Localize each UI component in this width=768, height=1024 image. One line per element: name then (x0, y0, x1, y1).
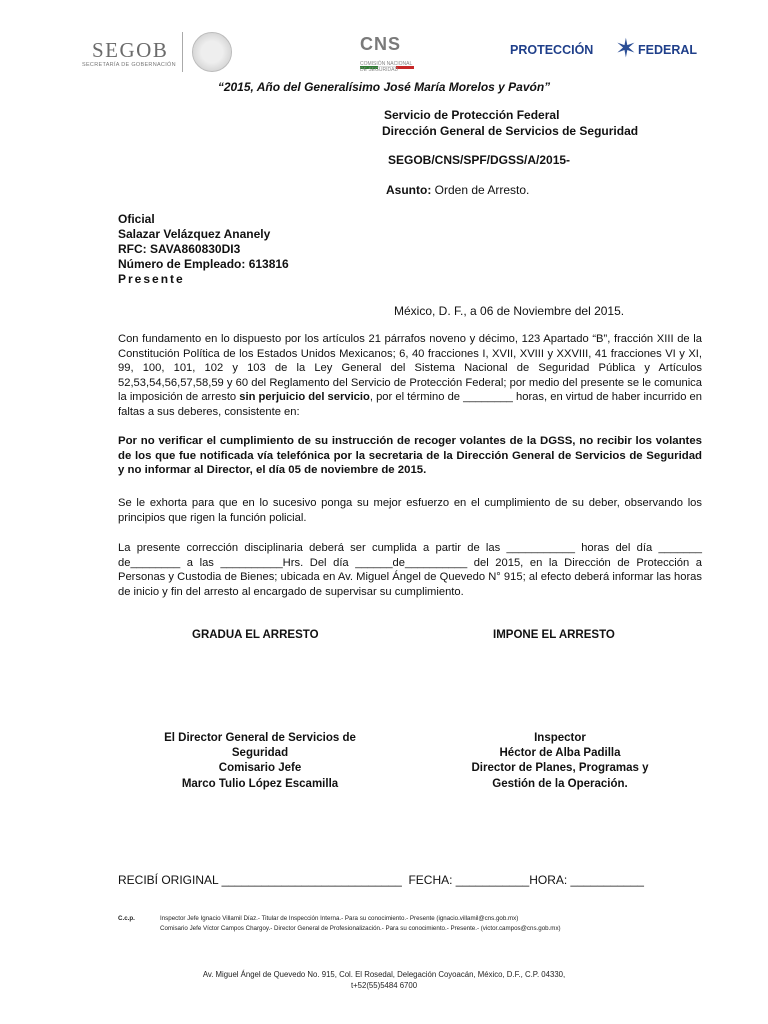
body-paragraph-1 (118, 332, 702, 420)
addressee-presente: Presente (118, 272, 185, 286)
footer-line-1: Av. Miguel Ángel de Quevedo No. 915, Col. El Rosedal, Delegación Coyoacán, México, D.F., C.P. 04330, (202, 970, 566, 979)
star-badge-icon: ✶ (615, 33, 637, 63)
reference-number: SEGOB/CNS/SPF/DGSS/A/2015- (388, 153, 571, 167)
subject (386, 183, 529, 197)
addressee-rank: Oficial (118, 212, 155, 226)
cns-logo (354, 30, 434, 76)
office-line-2: Dirección General de Servicios de Seguridad (382, 124, 639, 138)
impone-title: IMPONE EL ARRESTO (493, 629, 615, 641)
footer-address (0, 969, 768, 991)
cns-logo-text: CNS (360, 34, 402, 54)
office-line-1: Servicio de Protección Federal (384, 108, 560, 122)
signature-block-right (440, 731, 680, 792)
national-seal-icon (192, 32, 232, 72)
ccp-line-2: Comisario Jefe Víctor Campos Chargoy.- Director General de Profesionalización.- Para su conocimiento.- Presente.- (victor.campos@cns.gob.mx) (160, 925, 561, 932)
segob-logo-subtitle: SECRETARÍA DE GOBERNACIÓN (82, 62, 176, 68)
cns-color-bar (360, 56, 416, 59)
sig-right-line-1: Inspector (534, 732, 586, 744)
sig-left-line-4: Marco Tulio López Escamilla (181, 777, 339, 790)
sig-left-line-2: Seguridad (231, 747, 289, 760)
subject-value: Orden de Arresto. (431, 183, 530, 197)
document-date: México, D. F., a 06 de Noviembre del 2015. (394, 304, 625, 318)
addressee-block (118, 212, 289, 287)
cns-logo-subtitle: COMISIÓN NACIONAL DE SEGURIDAD (360, 61, 413, 73)
p1-text-a: Con fundamento en lo dispuesto por los artículos 21 párrafos noveno y décimo, 123 Apartado “B”, fracción XIII de la Constitución Política de los Estados Unidos Mexicanos; 6, 40 fracciones I, XVII, XVIII y XXVIII, 41 fracciones VI y XI, 99, 100, 101, 102 y 103 de la Ley General del Sistema Nacional de Seguridad Pública y Artículos 52,53,54,56,57,58,59 y 60 del Reglamento del Servicio de Protección Federal; por medio del presente se le comunica la imposición de arresto (118, 333, 702, 404)
signature-block-left (140, 731, 380, 792)
sig-left-line-1: El Director General de Servicios de (164, 732, 356, 744)
addressee-rfc: RFC: SAVA860830DI3 (118, 242, 241, 256)
proteccion-federal-logo (510, 30, 698, 70)
ccp-line-1: Inspector Jefe Ignacio Villamil Díaz.- Titular de Inspección Interna.- Para su conocimiento.- Presente (ignacio.villamil@cns.gob.mx) (160, 915, 519, 922)
subject-label: Asunto: (386, 183, 432, 197)
motto: “2015, Año del Generalísimo José María Morelos y Pavón” (217, 80, 551, 94)
addressee-employee-number: Número de Empleado: 613816 (118, 257, 289, 271)
body-paragraph-4: La presente corrección disciplinaria deberá ser cumplida a partir de las ___________ horas del día _______ de________ a las __________Hrs. Del día ______de__________ del 2015, en la Dirección de Protección a Personas y Custodia de Bienes; ubicada en Av. Miguel Ángel de Quevedo N° 915; al efecto deberá informar las horas de inicio y fin del arresto al encargado de supervisar su cumplimiento. (118, 542, 702, 598)
segob-logo-text: SEGOB (92, 38, 169, 62)
body-paragraph-3: Se le exhorta para que en lo sucesivo ponga su mejor esfuerzo en el cumplimiento de su deber, observando los principios que rigen la función policial. (118, 497, 702, 524)
segob-logo (78, 30, 228, 74)
segob-logo-divider (182, 32, 183, 72)
pf-logo-text-1: PROTECCIÓN (510, 43, 594, 57)
receipt-line: RECIBÍ ORIGINAL ___________________________ FECHA: ___________HORA: ___________ (118, 873, 644, 887)
p1-bold: sin perjuicio del servicio (239, 391, 370, 404)
addressee-name: Salazar Velázquez Ananely (118, 227, 271, 241)
sig-right-line-4: Gestión de la Operación. (492, 777, 628, 790)
pf-logo-text-2: FEDERAL (638, 43, 698, 57)
gradua-title: GRADUA EL ARRESTO (192, 629, 319, 641)
footer-phone: t+52(55)5484 6700 (350, 981, 418, 990)
sig-left-line-3: Comisario Jefe (218, 762, 302, 775)
body-paragraph-2: Por no verificar el cumplimiento de su instrucción de recoger volantes de la DGSS, no recibir los volantes de los que fue notificada vía telefónica por la secretaria de la Dirección General de Servicios de Seguridad y no informar al Director, el día 05 de noviembre de 2015. (118, 435, 702, 477)
sig-right-line-3: Director de Planes, Programas y (471, 762, 649, 775)
ccp-label: C.c.p. (118, 915, 135, 922)
p1-text-b: , por el término de ________ horas, en virtud de haber incurrido en faltas a sus deberes, consistente en: (118, 391, 702, 418)
sig-right-line-2: Héctor de Alba Padilla (499, 747, 621, 760)
